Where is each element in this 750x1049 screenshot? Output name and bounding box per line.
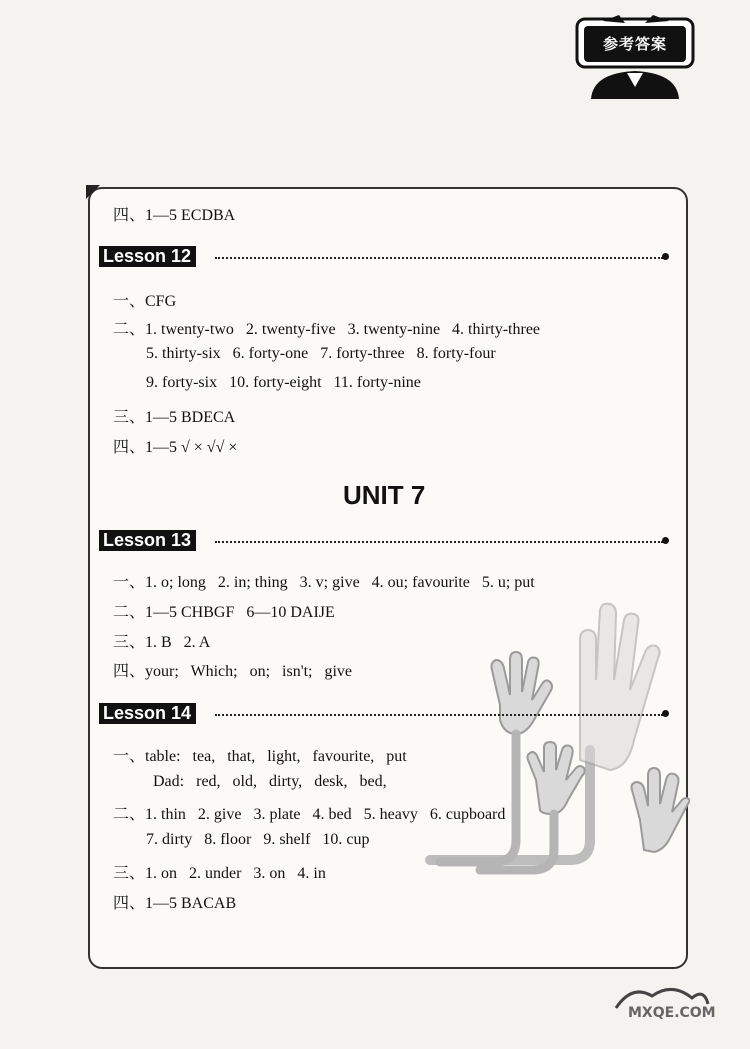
answer-line: 二、1. thin 2. give 3. plate 4. bed 5. heavy 6. cupboard bbox=[113, 806, 506, 823]
word: red, bbox=[196, 773, 221, 790]
table-words-line bbox=[113, 743, 407, 766]
answer-line: 三、1. B 2. A bbox=[113, 634, 211, 651]
dotted-rule bbox=[215, 257, 663, 259]
word: light, bbox=[267, 748, 301, 765]
dad-words-line bbox=[153, 773, 387, 791]
dotted-rule bbox=[215, 541, 663, 543]
word: tea, bbox=[192, 748, 216, 765]
word: bed, bbox=[359, 773, 387, 790]
answer-line: 9. forty-six 10. forty-eight 11. forty-nine bbox=[146, 374, 421, 391]
word: put bbox=[386, 748, 407, 765]
unit-heading: UNIT 7 bbox=[343, 480, 426, 510]
word: desk, bbox=[314, 773, 348, 790]
answer-line: 三、1. on 2. under 3. on 4. in bbox=[113, 865, 326, 882]
watermark: MXQE.COM bbox=[628, 1005, 716, 1021]
word: dirty, bbox=[269, 773, 303, 790]
line-prefix: 一、table: bbox=[113, 748, 181, 765]
dotted-rule bbox=[215, 714, 663, 716]
answer-key-badge bbox=[573, 15, 697, 99]
panel-corner-decoration bbox=[86, 185, 100, 199]
answer-line: 四、1—5 BACAB bbox=[113, 895, 237, 912]
answer-line: 一、CFG bbox=[113, 293, 177, 310]
answer-line: 四、your; Which; on; isn't; give bbox=[113, 663, 353, 680]
rule-end-dot bbox=[662, 537, 669, 544]
answer-line: 四、1—5 √ × √√ × bbox=[113, 439, 238, 456]
badge-label: 参考答案 bbox=[602, 35, 667, 53]
lesson-13-header bbox=[99, 530, 669, 552]
rule-end-dot bbox=[662, 253, 669, 260]
hands-illustration bbox=[420, 600, 690, 900]
line-prefix: Dad: bbox=[153, 773, 185, 790]
rule-end-dot bbox=[662, 710, 669, 717]
word: that, bbox=[227, 748, 256, 765]
lesson-12-header bbox=[99, 246, 669, 268]
answer-line: 二、1. twenty-two 2. twenty-five 3. twenty-nine 4. thirty-three bbox=[113, 321, 541, 338]
word: old, bbox=[232, 773, 257, 790]
answer-line: 7. dirty 8. floor 9. shelf 10. cup bbox=[146, 831, 370, 848]
answer-line: 一、1. o; long 2. in; thing 3. v; give 4. ou; favourite 5. u; put bbox=[113, 574, 535, 591]
lesson-12-title: Lesson 12 bbox=[99, 246, 196, 267]
lesson-14-title: Lesson 14 bbox=[99, 703, 196, 724]
answer-line: 5. thirty-six 6. forty-one 7. forty-three 8. forty-four bbox=[146, 345, 496, 362]
answer-line: 三、1—5 BDECA bbox=[113, 409, 236, 426]
lesson-14-header bbox=[99, 703, 669, 725]
answer-line: 四、1—5 ECDBA bbox=[113, 207, 236, 224]
answer-line: 二、1—5 CHBGF 6—10 DAIJE bbox=[113, 604, 335, 621]
monitor-icon bbox=[573, 15, 697, 99]
lesson-13-title: Lesson 13 bbox=[99, 530, 196, 551]
word: favourite, bbox=[312, 748, 375, 765]
